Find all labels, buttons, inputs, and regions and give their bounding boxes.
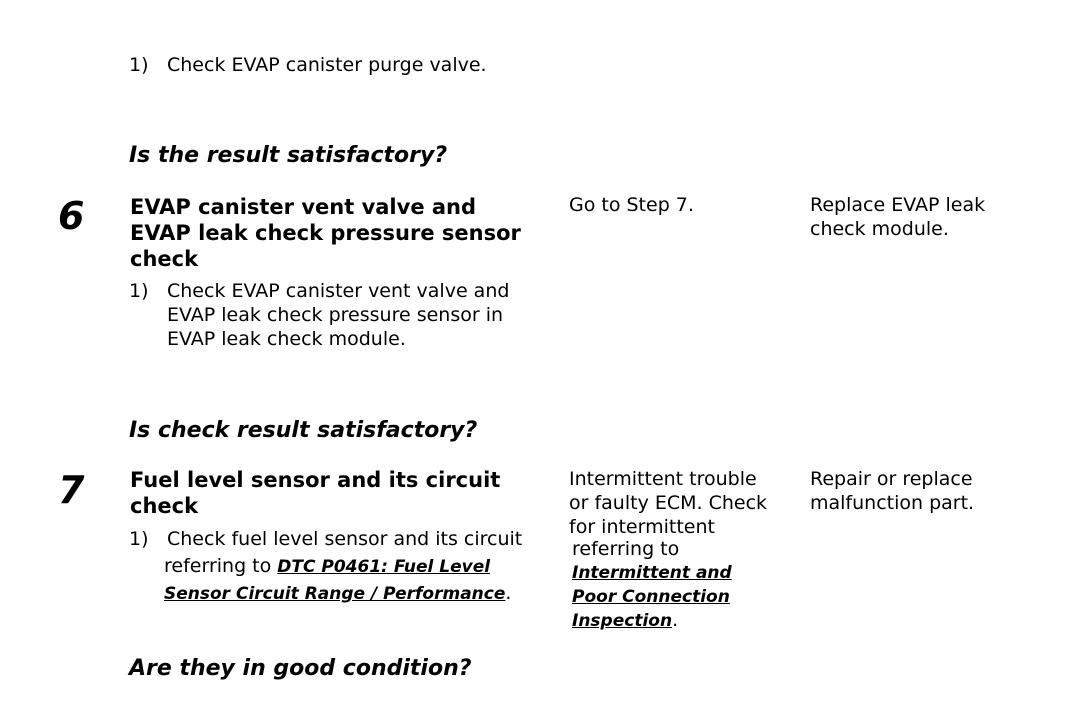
step5-item1-number: 1) (129, 54, 149, 76)
step7-yes-referring: referring to (572, 538, 680, 560)
intermittent-inspection-link-end[interactable]: Inspection (572, 611, 673, 631)
dtc-p0461-link-continued[interactable]: Sensor Circuit Range / Performance (164, 584, 506, 604)
step7-number: 7 (58, 468, 85, 512)
intermittent-inspection-link-continued[interactable]: Poor Connection (572, 587, 730, 607)
step7-item1-line2: referring to DTC P0461: Fuel Level (164, 555, 491, 577)
step7-item1-line3: Sensor Circuit Range / Performance. (164, 582, 512, 604)
step6-yes-action: Go to Step 7. (569, 194, 694, 216)
step6-item1-number: 1) (129, 280, 149, 302)
step6-no-action: Replace EVAP leak check module. (810, 194, 986, 240)
step7-title: Fuel level sensor and its circuit check (130, 468, 501, 518)
step7-question: Are they in good condition? (129, 656, 472, 681)
step6-item1-text: Check EVAP canister vent valve and EVAP leak check pressure sensor in EVAP leak check module. (167, 280, 510, 350)
step6-number: 6 (58, 194, 85, 238)
step5-question: Is the result satisfactory? (129, 143, 448, 168)
step7-no-action: Repair or replace malfunction part. (810, 468, 975, 514)
step6-title: EVAP canister vent valve and EVAP leak check pressure sensor check (130, 195, 521, 271)
step7-yes-link-block: Intermittent and Poor Connection Inspection. (572, 563, 732, 631)
dtc-p0461-link[interactable]: DTC P0461: Fuel Level (277, 557, 491, 577)
step6-question: Is check result satisfactory? (129, 418, 478, 443)
step7-item1-number: 1) (129, 528, 149, 550)
step5-item1-text: Check EVAP canister purge valve. (167, 54, 487, 76)
step7-yes-action: Intermittent trouble or faulty ECM. Check for intermittent (569, 468, 768, 538)
step7-item1-line1: Check fuel level sensor and its circuit (167, 528, 523, 550)
intermittent-inspection-link[interactable]: Intermittent and (572, 563, 732, 583)
